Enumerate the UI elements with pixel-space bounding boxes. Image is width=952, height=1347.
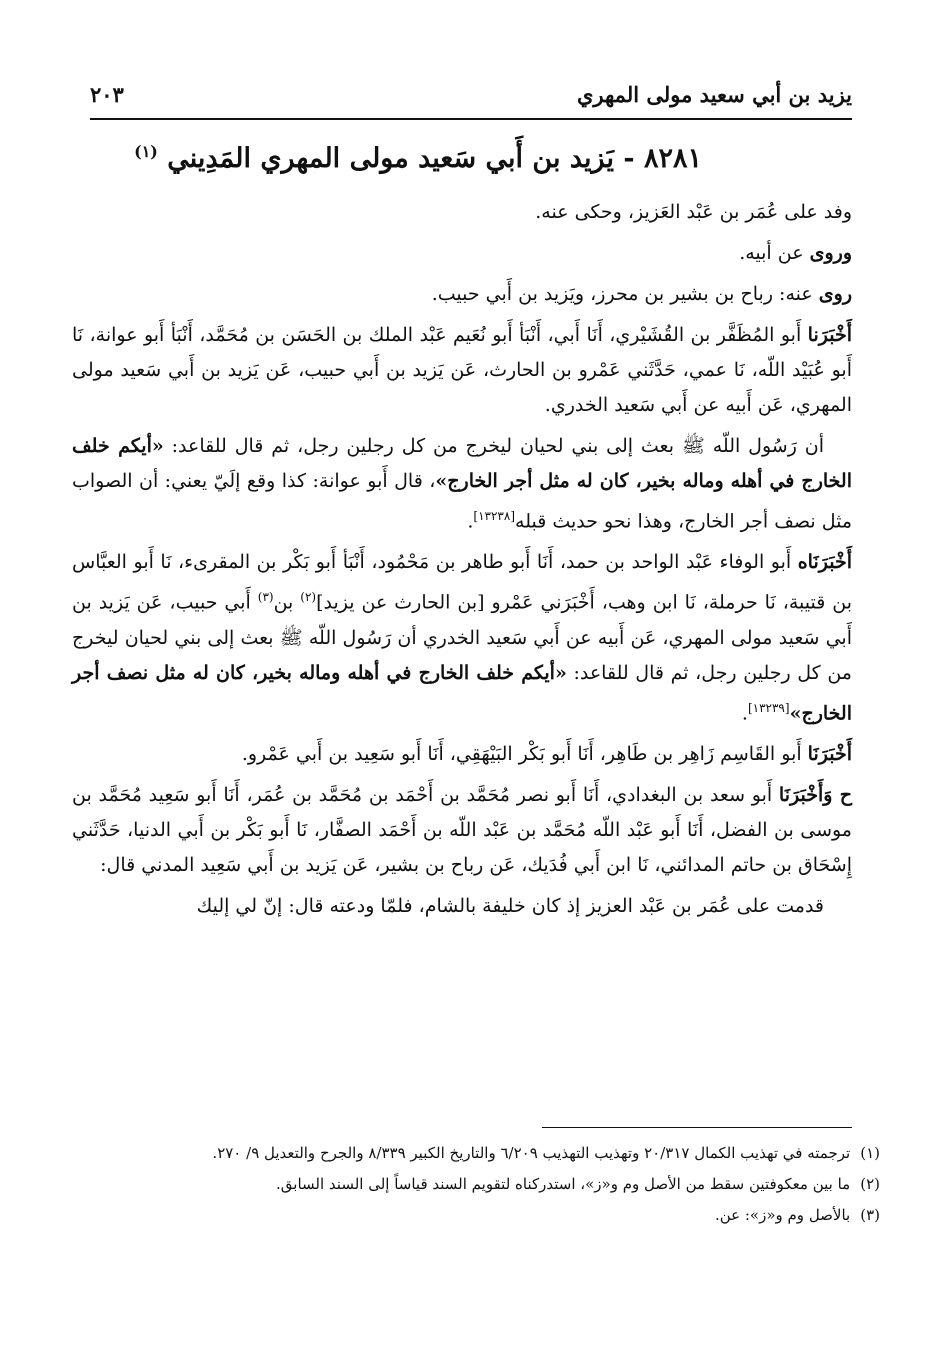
footnote-ref: (٢) [300,590,317,605]
footnote-text: ما بين معكوفتين سقط من الأصل وم و«ز»، استدركناه لتقويم السند قياساً إلى السند السابق. [276,1175,851,1193]
paragraph-text: أَبو سعد بن البغدادي، أَنَا أَبو نصر مُحَمَّد بن أَحْمَد بن مُحَمَّد بن عُمَر، أَنَا أَبو سَعِيد مُحَمَّد بن موسى بن الفضل، أَنَا أَبو عَبْد اللّه مُحَمَّد بن عَبْد اللّه بن أَحْمَد الصفَّار، نَا أَبو بَكْر بن أَبي الدنيا، حَدَّثَني إِسْحَاق بن حاتم المدائني، نَا ابن أَبي فُدَيك، عَن رباح بن بشير، عَن يَزيد بن أَبي سَعِيد المدني قال: [72,783,852,876]
footnote-divider [542,1127,852,1128]
footnote-text: ترجمته في تهذيب الكمال ٢٠/٣١٧ وتهذيب التهذيب ٦/٢٠٩ والتاريخ الكبير ٨/٣٣٩ والجرح والتعديل ٩/ ٢٧٠. [212,1144,851,1162]
paragraph [72,236,852,271]
hadith-quote: «أيكم خلف الخارج في أهله وماله بخير، كان له مثل نصف أجر الخارج» [72,661,852,724]
page-header [90,78,852,120]
paragraph-text: أَبو القَاسِم زَاهِر بن طَاهِر، أَنَا أَبو بَكْر البَيْهَقِي، أَنَا أَبو سَعِيد بن أَبي عَمْرو. [241,742,808,765]
paragraph-text: أَبي حبيب، عَن يَزيد بن أَبي سَعيد مولى المهري، عَن أَبيه عن أَبي سَعيد الخدري أن رَسُول اللّه ﷺ بعث إلى بني لحيان ليخرج من كل رجلين رجل، ثم قال للقاعد: [72,591,852,684]
running-title: يزيد بن أبي سعيد مولى المهري [576,82,852,107]
keyword: أَخْبَرَنَاه [797,551,852,574]
paragraph-end: . [741,701,748,724]
entry-title [102,142,702,174]
paragraph [72,737,852,772]
keyword: وروى [809,242,852,264]
footnote [70,1202,880,1229]
paragraph [72,545,852,731]
footnote-ref: (٣) [257,590,274,605]
paragraph-text: ، قال أَبو عوانة: كذا وقع إلَيّ يعني: أن الصواب مثل نصف أجر الخارج، وهذا نحو حديث قبله [72,470,852,533]
footnote [70,1171,880,1198]
body-text [72,195,852,930]
paragraph [72,318,852,423]
footnote [70,1140,880,1167]
paragraph [72,778,852,883]
paragraph-text: عن أبيه. [739,242,810,264]
footnote-number: (٢) [860,1175,880,1193]
keyword: أَخْبَرَنَا [807,742,852,765]
footnote-text: بالأصل وم و«ز»: عن. [714,1206,851,1224]
page-number: ٢٠٣ [90,82,124,107]
footnotes [70,1140,880,1233]
hadith-number: [١٣٢٣٨] [473,509,516,523]
footnote-number: (٣) [860,1206,880,1224]
footnote-number: (١) [860,1144,880,1162]
keyword: روى [818,283,852,305]
paragraph-text: أَبو المُظَفَّر بن القُشَيْري، أَنَا أَبي، أَنْبَأ أَبو نُعَيم عَبْد الملك بن الحَسَن بن مُحَمَّد، أَنْبَأ أَبو عوانة، نَا أَبو عُبَيْد اللّه، نَا عمي، حَدَّثَني عَمْرو بن الحارث، عَن يَزيد بن أَبي حبيب، عَن يَزيد بن أَبي سَعيد مولى المهري، عَن أَبيه عن أَبي سَعيد الخدري. [72,324,852,416]
keyword: أَخْبَرَنا [807,324,852,346]
paragraph-text: وفد على عُمَر بن عَبْد العَزيز، وحكى عنه. [535,201,852,223]
paragraph [72,195,852,230]
footnote-ref: (١) [134,142,158,161]
paragraph [72,889,852,924]
paragraph-text: أَبو الوفاء عَبْد الواحد بن حمد، أَنَا أَبو طاهر بن مَحْمُود، أَنْبَأ أَبو بَكْر بن المقرىء، نَا أَبو العبَّاس بن قتيبة، نَا حرملة، نَا ابن وهب، أَخْبَرَني عَمْرو [بن الحارث عن يزيد] [72,551,852,614]
paragraph-text: قدمت على عُمَر بن عَبْد العزيز إذ كان خليفة بالشام، فلمّا ودعته قال: إنّ لي إليك [196,894,824,917]
paragraph [72,429,852,539]
entry-title-text: ٨٢٨١ - يَزيد بن أَبي سَعيد مولى المهري المَدِيني [167,143,702,174]
keyword: ح وَأَخْبَرَنَا [778,783,852,806]
paragraph-text: بن [273,591,301,614]
paragraph-end: . [467,510,474,533]
hadith-number: [١٣٢٣٩] [747,700,790,715]
paragraph [72,277,852,312]
hadith-quote: «أيكم خلف الخارج في أهله وماله بخير، كان له مثل أجر الخارج» [72,435,852,492]
paragraph-text: عنه: رباح بن بشير بن محرز، ويَزيد بن أَبي حبيب. [431,283,819,305]
paragraph-text: أن رَسُول اللّه ﷺ بعث إلى بني لحيان ليخرج من كل رجلين رجل، ثم قال للقاعد: [163,435,824,457]
